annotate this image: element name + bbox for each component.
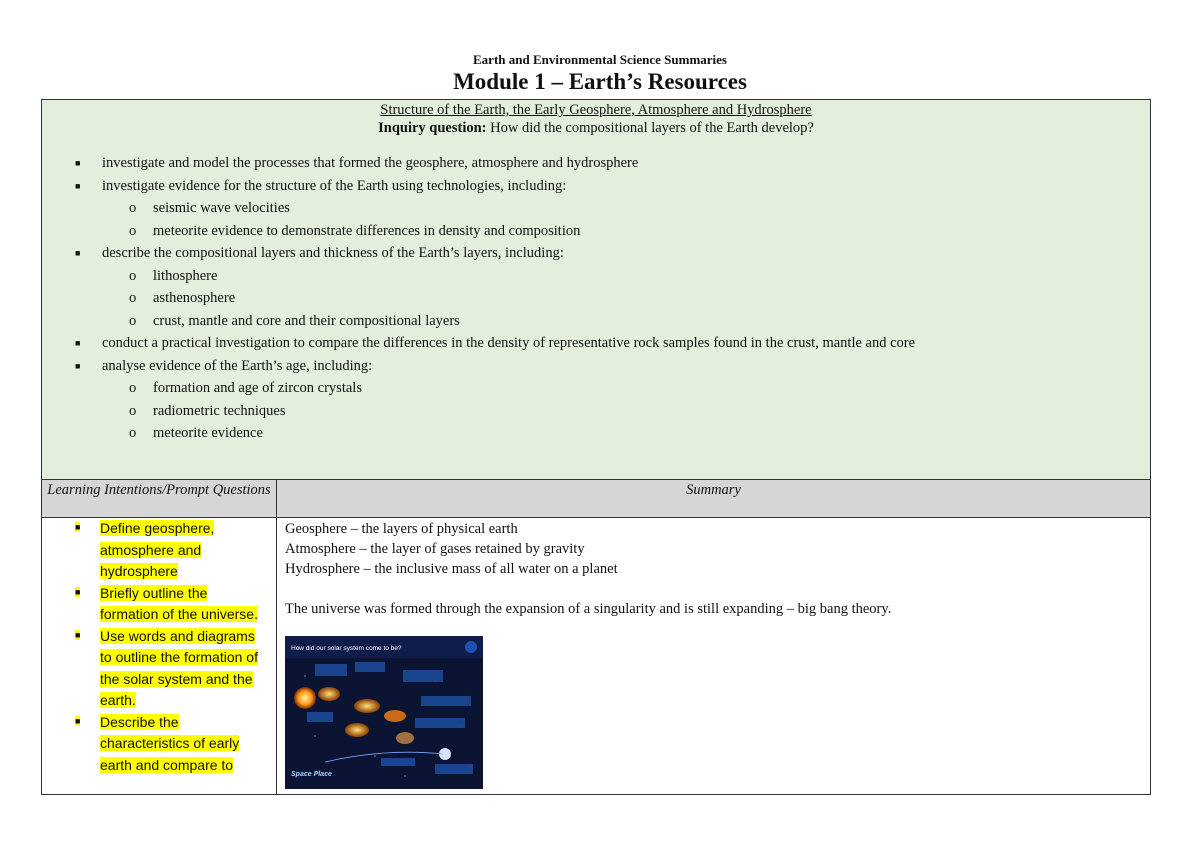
square-bullet-icon: ■ <box>75 522 81 532</box>
prompt-item <box>42 712 276 777</box>
outcome-item <box>42 152 1150 175</box>
square-bullet-icon: ■ <box>75 180 81 191</box>
outcome-item <box>42 332 1150 355</box>
prompt-text: Briefly outline the formation of the universe. <box>100 584 258 622</box>
summary-text <box>277 518 1150 619</box>
sub-outcomes-list <box>102 197 1150 242</box>
circle-bullet-icon: o <box>129 222 137 239</box>
prompts-list <box>42 518 276 776</box>
column-header-summary: Summary <box>276 480 1150 517</box>
outcome-text: investigate and model the processes that formed the geosphere, atmosphere and hydrosphere <box>102 155 639 171</box>
square-bullet-icon: ■ <box>75 158 81 168</box>
sub-outcome-text: meteorite evidence to demonstrate differences in density and composition <box>153 222 581 239</box>
sub-outcome-text: asthenosphere <box>153 290 236 306</box>
document-title: Module 1 – Earth’s Resources <box>453 69 747 94</box>
outcome-item <box>42 355 1150 445</box>
solar-system-poster-image <box>285 636 483 789</box>
sub-outcome-text: crust, mantle and core and their compositional layers <box>153 312 460 329</box>
outcome-text: analyse evidence of the Earth’s age, including: <box>102 357 373 374</box>
circle-bullet-icon: o <box>129 312 137 329</box>
circle-bullet-icon: o <box>129 425 137 441</box>
inquiry-text: How did the compositional layers of the Earth develop? <box>486 120 814 136</box>
prompt-text: Define geosphere, atmosphere and hydrosphere <box>100 520 215 579</box>
outcome-text: describe the compositional layers and thickness of the Earth’s layers, including: <box>102 245 564 261</box>
sub-outcome-item <box>42 287 1150 310</box>
table-header-row <box>42 480 1150 518</box>
square-bullet-icon: ■ <box>75 338 81 348</box>
prompt-text: Use words and diagrams to outline the formation of the solar system and the earth. <box>100 627 258 708</box>
sub-outcome-item <box>42 220 1150 243</box>
summary-cell <box>276 518 1150 794</box>
square-bullet-icon: ■ <box>75 586 81 597</box>
prompt-item <box>42 626 276 712</box>
square-bullet-icon: ■ <box>75 360 81 371</box>
sub-outcome-text: formation and age of zircon crystals <box>153 380 362 396</box>
sub-outcome-text: meteorite evidence <box>153 425 263 441</box>
sub-outcomes-list <box>102 377 1150 445</box>
circle-bullet-icon: o <box>129 290 137 306</box>
square-bullet-icon: ■ <box>75 715 81 726</box>
sub-outcome-item <box>42 310 1150 333</box>
summary-line-hydrosphere: Hydrosphere – the inclusive mass of all water on a planet <box>285 561 618 577</box>
prompt-item <box>42 518 276 583</box>
sub-outcome-item <box>42 197 1150 220</box>
circle-bullet-icon: o <box>129 402 137 419</box>
circle-bullet-icon: o <box>129 267 137 284</box>
circle-bullet-icon: o <box>129 200 137 216</box>
poster-heading: How did our solar system come to be? <box>291 645 402 652</box>
section-title: Structure of the Earth, the Early Geosphere, Atmosphere and Hydrosphere <box>380 102 812 118</box>
outcome-item <box>42 175 1150 243</box>
summary-line-geosphere: Geosphere – the layers of physical earth <box>285 521 518 537</box>
document-header <box>0 52 1200 96</box>
square-bullet-icon: ■ <box>75 629 81 640</box>
sub-outcome-item <box>42 265 1150 288</box>
sub-outcome-text: seismic wave velocities <box>153 200 290 216</box>
sub-outcome-text: lithosphere <box>153 267 218 284</box>
prompts-cell <box>42 518 276 794</box>
sub-outcomes-list <box>102 265 1150 333</box>
syllabus-section <box>42 100 1150 480</box>
summary-line-atmosphere: Atmosphere – the layer of gases retained by gravity <box>285 541 585 557</box>
sub-outcome-item <box>42 422 1150 445</box>
sub-outcome-text: radiometric techniques <box>153 402 286 419</box>
square-bullet-icon: ■ <box>75 248 81 258</box>
sub-outcome-item <box>42 377 1150 400</box>
summary-table <box>41 99 1151 795</box>
inquiry-label: Inquiry question: <box>378 120 487 136</box>
outcome-text: investigate evidence for the structure of the Earth using technologies, including: <box>102 177 567 194</box>
prompt-text: Describe the characteristics of early earth and compare to <box>100 713 240 773</box>
outcome-text: conduct a practical investigation to compare the differences in the density of representative rock samples found in the crust, mantle and core <box>102 335 916 351</box>
prompt-item <box>42 583 276 626</box>
summary-line-universe: The universe was formed through the expansion of a singularity and is still expanding – big bang theory. <box>285 601 892 617</box>
sub-outcome-item <box>42 400 1150 423</box>
poster-brand: Space Place <box>291 771 332 778</box>
inquiry-question <box>42 119 1150 138</box>
document-subtitle: Earth and Environmental Science Summaries <box>473 52 727 67</box>
outcome-item <box>42 242 1150 332</box>
column-header-learning-intentions: Learning Intentions/Prompt Questions <box>47 482 271 498</box>
outcomes-list <box>42 152 1150 445</box>
circle-bullet-icon: o <box>129 380 137 396</box>
